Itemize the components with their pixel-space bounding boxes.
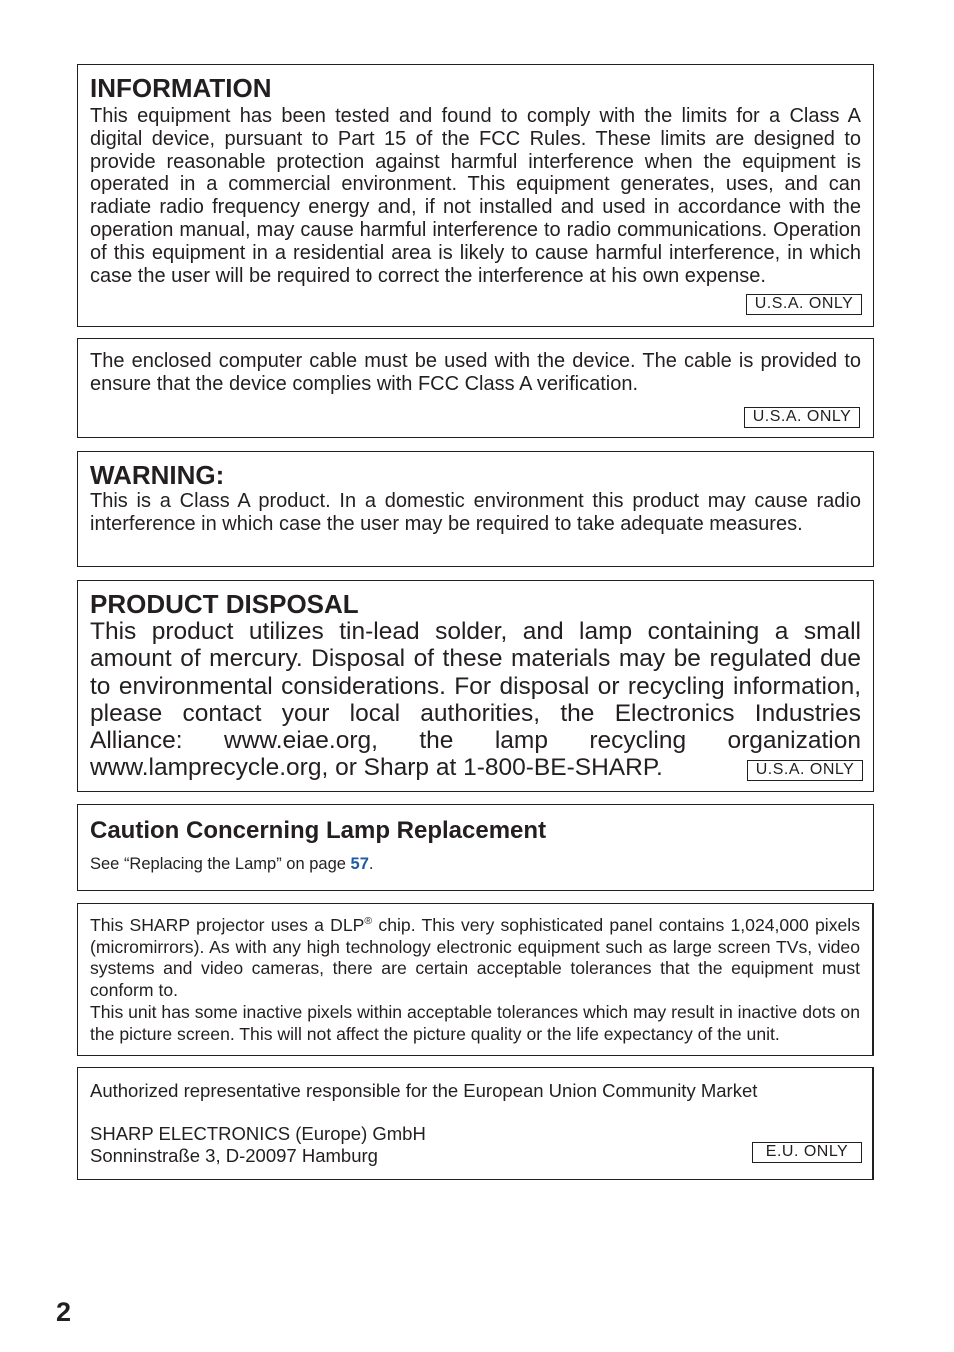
product-disposal-text: This product utilizes tin-lead solder, and lamp containing a small amount of mercury. Disposal of these materials may be regulated due to environmental considerations. For disposal or recycling information, please contact your local authorities, the Electronics Industries Alliance: www.eiae.org, the lamp recycling organization www.lamprecycle.org, or Sharp at 1-800-BE-SHARP. xyxy=(90,618,861,782)
lamp-caution-reference xyxy=(90,854,373,874)
warning-heading: WARNING: xyxy=(90,460,225,490)
cable-notice-text: The enclosed computer cable must be used with the device. The cable is provided to ensure that the device complies with FCC Class A verification. xyxy=(90,350,861,395)
dlp-paragraph-2: This unit has some inactive pixels within acceptable tolerances which may result in inactive dots on the picture screen. This will not affect the picture quality or the life expectancy of the unit. xyxy=(90,1001,860,1044)
registered-mark: ® xyxy=(364,915,373,928)
dlp-notice-box xyxy=(77,903,874,1056)
warning-text: This is a Class A product. In a domestic environment this product may cause radio interference in which case the user may be required to take adequate measures. xyxy=(90,490,861,535)
product-disposal-heading: PRODUCT DISPOSAL xyxy=(90,589,359,619)
eu-rep-address: Sonninstraße 3, D-20097 Hamburg xyxy=(90,1145,378,1166)
dlp-text-rest: chip. This very sophisticated panel contains 1,024,000 pixels (micromirrors). As with any high technology electronic equipment such as large screen TVs, video systems and video cameras, there are certain acceptable tolerances that the equipment must conform to. xyxy=(90,915,860,1001)
information-heading: INFORMATION xyxy=(90,73,272,103)
dlp-paragraph-1 xyxy=(90,915,860,1002)
dlp-notice-text xyxy=(90,915,860,1045)
information-box xyxy=(77,64,874,327)
warning-box xyxy=(77,451,874,567)
product-disposal-box xyxy=(77,580,874,792)
eu-rep-company: SHARP ELECTRONICS (Europe) GmbH xyxy=(90,1123,426,1144)
eu-rep-line: Authorized representative responsible for the European Union Community Market xyxy=(90,1080,758,1101)
cable-notice-box xyxy=(77,338,874,438)
page-link[interactable]: 57 xyxy=(350,855,369,873)
region-badge: U.S.A. ONLY xyxy=(747,760,863,781)
dlp-text-prefix: This SHARP projector uses a DLP xyxy=(90,915,365,935)
reference-text: See “Replacing the Lamp” on page xyxy=(90,855,351,873)
region-badge: E.U. ONLY xyxy=(752,1142,862,1163)
region-badge: U.S.A. ONLY xyxy=(746,294,862,315)
information-text: This equipment has been tested and found to comply with the limits for a Class A digital device, pursuant to Part 15 of the FCC Rules. These limits are designed to provide reasonable protection against harmful interference when the equipment is operated in a commercial environment. This equipment generates, uses, and can radiate radio frequency energy and, if not installed and used in accordance with the operation manual, may cause harmful interference to radio communications. Operation of this equipment in a residential area is likely to cause harmful interference, in which case the user will be required to correct the interference at his own expense. xyxy=(90,105,861,287)
lamp-caution-box xyxy=(77,804,874,891)
reference-period: . xyxy=(368,855,374,873)
page-number: 2 xyxy=(56,1297,72,1327)
eu-representative-box xyxy=(77,1067,874,1180)
region-badge: U.S.A. ONLY xyxy=(744,407,860,428)
lamp-caution-heading: Caution Concerning Lamp Replacement xyxy=(90,817,547,844)
